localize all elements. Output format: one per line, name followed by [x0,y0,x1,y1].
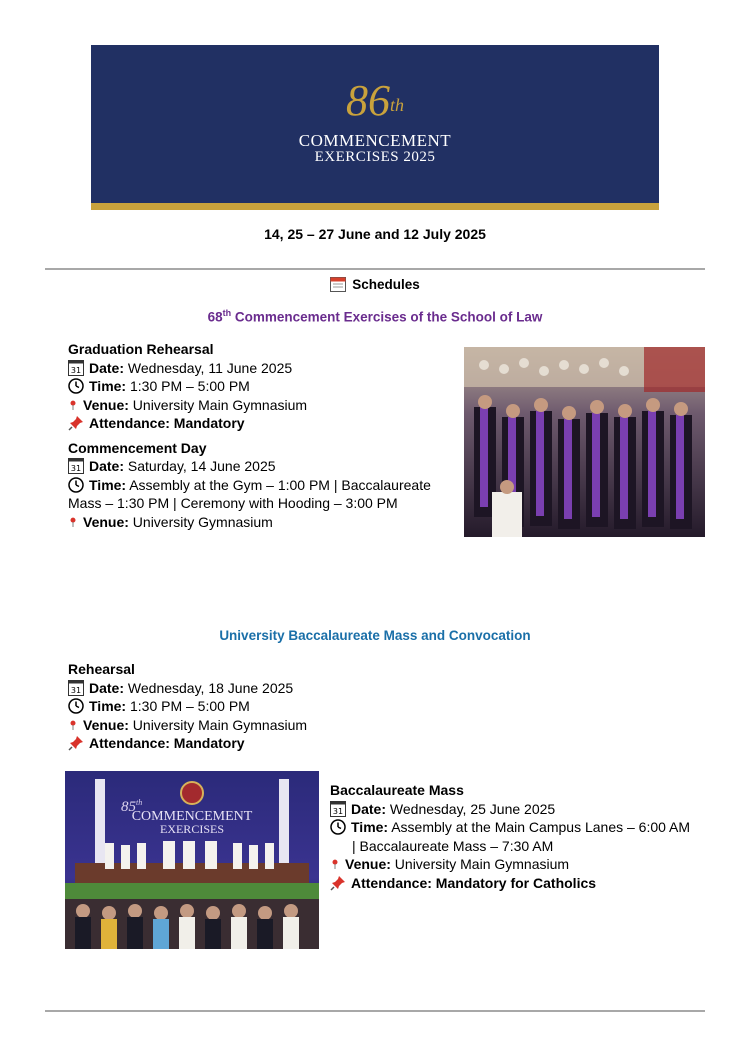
calendar-icon [330,276,346,292]
law-commencement-venue: Venue: University Gymnasium [68,513,448,532]
mass-rehearsal-time: Time: 1:30 PM – 5:00 PM [68,697,448,716]
calendar-icon [68,458,84,474]
divider-top [45,268,705,270]
pushpin-icon [68,735,84,751]
divider-bottom [45,1010,705,1012]
clock-icon [68,378,84,394]
law-rehearsal-date: 31 Date: Wednesday, 11 June 2025 [68,359,448,378]
svg-text:31: 31 [70,464,82,473]
baccalaureate-date: 31 Date: Wednesday, 25 June 2025 [330,800,710,819]
baccalaureate-time: Time: Assembly at the Main Campus Lanes – 6:00 AM [330,818,710,837]
photo-banner-line1: COMMENCEMENT [131,809,253,824]
calendar-icon [68,360,84,376]
graduates-illustration [464,347,705,537]
banner-title-line1: COMMENCEMENT [298,131,452,150]
clock-icon [68,698,84,714]
banner-title-line2: EXERCISES 2025 [314,149,436,165]
schedules-label: Schedules [352,277,420,292]
calendar-icon [68,680,84,696]
map-pin-icon [68,717,78,733]
pushpin-icon [330,875,346,891]
mass-rehearsal-venue: Venue: University Main Gymnasium [68,716,448,735]
clock-icon [68,477,84,493]
ceremony-stage-illustration [65,771,319,949]
baccalaureate-venue: Venue: University Main Gymnasium [330,855,710,874]
baccalaureate-heading: Baccalaureate Mass [330,782,464,798]
mass-ceremony-photo [65,771,319,949]
clock-icon [330,819,346,835]
mass-rehearsal-details [68,660,448,753]
law-section-title: 68th Commencement Exercises of the School of Law [207,308,543,325]
banner-gold-stripe [91,203,659,210]
mass-rehearsal-date: 31 Date: Wednesday, 18 June 2025 [68,679,448,698]
mass-rehearsal-attendance: Attendance: Mandatory [68,734,448,753]
banner-number: 86th [345,76,404,125]
event-dates: 14, 25 – 27 June and 12 July 2025 [264,226,486,242]
header-banner [91,45,659,210]
photo-banner-line2: EXERCISES [159,822,225,836]
law-rehearsal-heading: Graduation Rehearsal [68,341,214,357]
calendar-icon [330,801,346,817]
schedules-heading [0,276,750,292]
map-pin-icon [68,397,78,413]
mass-section-title: University Baccalaureate Mass and Convocation [219,628,531,643]
law-rehearsal-venue: Venue: University Main Gymnasium [68,396,448,415]
map-pin-icon [330,856,340,872]
baccalaureate-mass-details [330,781,710,892]
svg-text:31: 31 [70,365,82,375]
law-details [68,340,448,531]
law-rehearsal-attendance: Attendance: Mandatory [68,414,448,433]
map-pin-icon [68,514,78,530]
pushpin-icon [68,415,84,431]
svg-text:31: 31 [332,806,344,816]
baccalaureate-attendance: Attendance: Mandatory for Catholics [330,874,710,893]
law-commencement-heading: Commencement Day [68,439,207,456]
mass-rehearsal-heading: Rehearsal [68,661,135,677]
photo-banner-number: 85th [121,798,143,815]
baccalaureate-time-continued: | Baccalaureate Mass – 7:30 AM [352,837,554,854]
law-commencement-date: 31 Date: Saturday, 14 June 2025 [68,457,448,476]
law-commencement-time: Time: Assembly at the Gym – 1:00 PM | Baccalaureate Mass – 1:30 PM | Ceremony with Hooding – 3:00 PM [68,476,431,511]
svg-text:31: 31 [70,685,82,695]
law-graduates-photo [464,347,705,537]
law-rehearsal-time: Time: 1:30 PM – 5:00 PM [68,377,448,396]
